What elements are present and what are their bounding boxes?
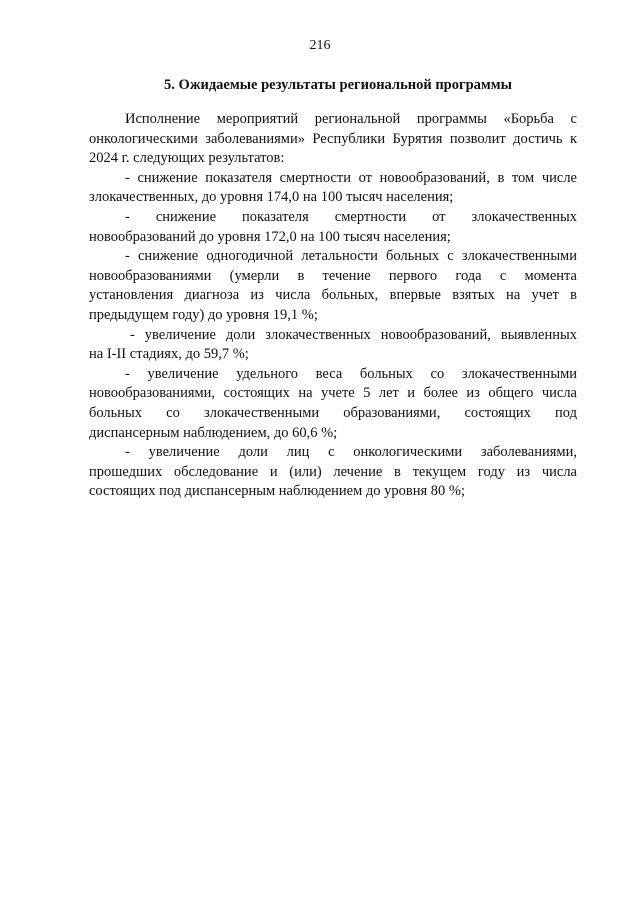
list-item [89,208,577,247]
text-line: новообразованиями (умерли в течение первого года с момента [89,267,577,284]
text-line: злокачественных, до уровня 174,0 на 100 тысяч населения; [89,189,454,206]
text-line: установления диагноза из числа больных, впервые взятых на учет в [89,287,577,304]
section-heading: 5. Ожидаемые результаты региональной программы [164,77,512,93]
text-line: - увеличение удельного веса больных со злокачественными [125,365,577,382]
text-line: Исполнение мероприятий региональной программы «Борьба с [125,111,577,127]
page-number: 216 [309,38,331,53]
text-line: новообразованиями, состоящих на учете 5 лет и более из общего числа [89,385,577,402]
document-body [89,110,577,502]
text-line: онкологическими заболеваниями» Республики Бурятия позволит достичь к [89,130,577,147]
text-line: предыдущем году) до уровня 19,1 %; [89,306,318,323]
text-line: - увеличение доли лиц с онкологическими заболеваниями, [125,444,577,461]
text-line: новообразований до уровня 172,0 на 100 тысяч населения; [89,228,451,245]
text-line: диспансерным наблюдением, до 60,6 %; [89,424,338,441]
text-line: прошедших обследование и (или) лечение в текущем году из числа [89,463,577,480]
text-line: - снижение одногодичной летальности больных с злокачественными [125,248,577,265]
text-line: - снижение показателя смертности от новообразований, в том числе [125,169,577,186]
list-item [89,443,577,502]
list-item [89,365,577,443]
paragraph-intro [89,110,577,169]
text-line: состоящих под диспансерным наблюдением до уровня 80 %; [89,483,466,500]
text-line: - снижение показателя смертности от злокачественных [125,208,577,225]
list-item [89,247,577,325]
list-item [89,169,577,208]
list-item [89,326,577,365]
text-line: больных со злокачественными образованиями, состоящих под [89,404,577,421]
text-line: 2024 г. следующих результатов: [89,150,285,167]
text-line: - увеличение доли злокачественных новообразований, выявленных [130,326,577,343]
text-line: на I-II стадиях, до 59,7 %; [89,346,249,363]
